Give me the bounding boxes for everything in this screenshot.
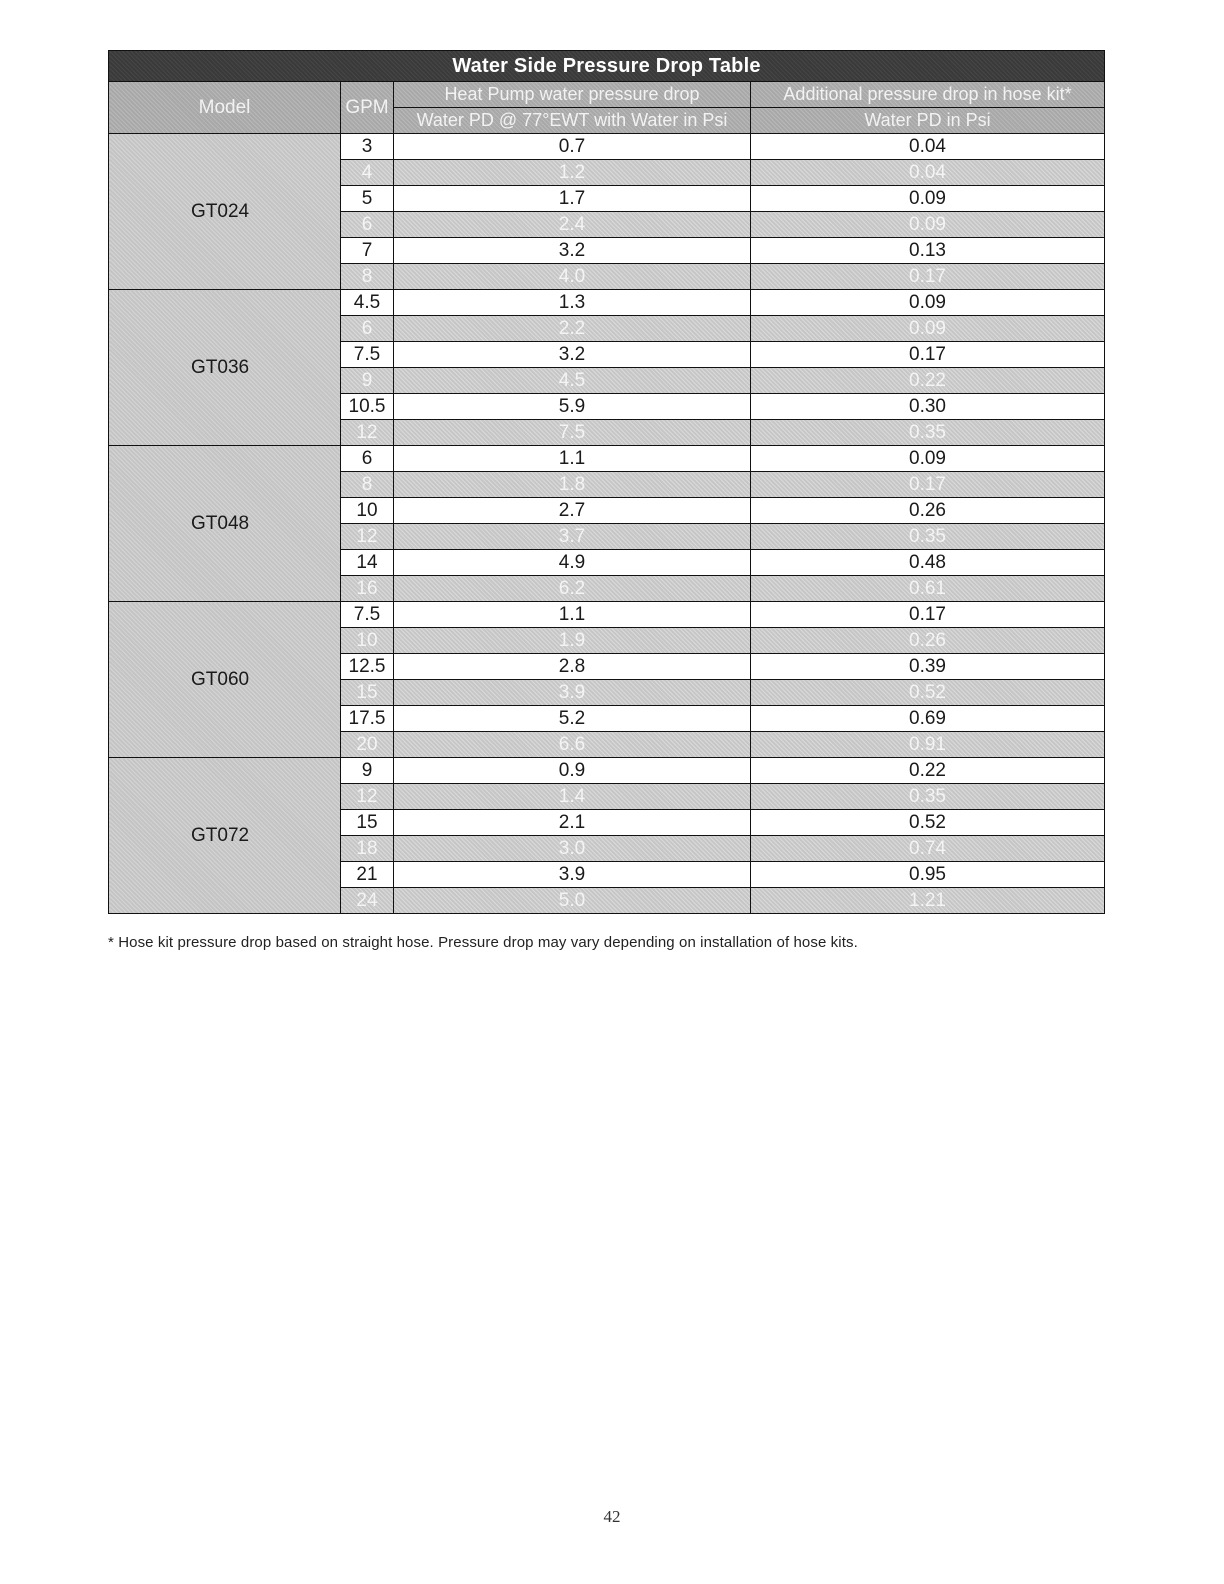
heat-pump-pd-cell: 0.7	[394, 134, 751, 160]
hose-kit-pd-cell: 0.17	[751, 342, 1105, 368]
hose-kit-pd-header: Additional pressure drop in hose kit*	[751, 82, 1105, 108]
hose-kit-pd-cell: 0.22	[751, 758, 1105, 784]
table-body	[109, 134, 1105, 914]
gpm-column-header: GPM	[341, 82, 394, 134]
heat-pump-pd-cell: 1.1	[394, 446, 751, 472]
gpm-cell: 7.5	[341, 342, 394, 368]
gpm-cell: 10	[341, 628, 394, 654]
hose-kit-pd-cell: 0.26	[751, 498, 1105, 524]
footnote: * Hose kit pressure drop based on straight hose. Pressure drop may vary depending on installation of hose kits.	[108, 934, 858, 951]
hose-kit-pd-cell: 0.09	[751, 212, 1105, 238]
model-column-header: Model	[109, 82, 341, 134]
heat-pump-pd-cell: 1.1	[394, 602, 751, 628]
hose-kit-pd-cell: 0.74	[751, 836, 1105, 862]
table-title: Water Side Pressure Drop Table	[109, 51, 1105, 82]
gpm-cell: 12.5	[341, 654, 394, 680]
gpm-cell: 10.5	[341, 394, 394, 420]
heat-pump-pd-cell: 0.9	[394, 758, 751, 784]
pressure-drop-table	[108, 50, 1105, 914]
gpm-cell: 7.5	[341, 602, 394, 628]
hose-kit-pd-cell: 0.52	[751, 810, 1105, 836]
gpm-cell: 4	[341, 160, 394, 186]
gpm-cell: 7	[341, 238, 394, 264]
gpm-cell: 6	[341, 446, 394, 472]
heat-pump-pd-cell: 3.7	[394, 524, 751, 550]
hose-kit-pd-cell: 0.39	[751, 654, 1105, 680]
table-row	[109, 134, 1105, 160]
gpm-cell: 15	[341, 810, 394, 836]
heat-pump-pd-cell: 2.1	[394, 810, 751, 836]
gpm-cell: 8	[341, 264, 394, 290]
hose-kit-pd-cell: 0.26	[751, 628, 1105, 654]
heat-pump-pd-cell: 5.2	[394, 706, 751, 732]
model-cell: GT072	[109, 758, 341, 914]
table-header-row	[109, 82, 1105, 108]
hose-kit-pd-subheader: Water PD in Psi	[751, 108, 1105, 134]
hose-kit-pd-cell: 0.09	[751, 186, 1105, 212]
model-cell: GT024	[109, 134, 341, 290]
heat-pump-pd-cell: 2.7	[394, 498, 751, 524]
gpm-cell: 17.5	[341, 706, 394, 732]
heat-pump-pd-cell: 3.2	[394, 342, 751, 368]
gpm-cell: 14	[341, 550, 394, 576]
hose-kit-pd-cell: 0.09	[751, 290, 1105, 316]
hose-kit-pd-cell: 0.04	[751, 160, 1105, 186]
hose-kit-pd-cell: 0.04	[751, 134, 1105, 160]
hose-kit-pd-cell: 0.09	[751, 446, 1105, 472]
heat-pump-pd-cell: 4.0	[394, 264, 751, 290]
gpm-cell: 3	[341, 134, 394, 160]
hose-kit-pd-cell: 0.35	[751, 420, 1105, 446]
heat-pump-pd-header: Heat Pump water pressure drop	[394, 82, 751, 108]
gpm-cell: 6	[341, 212, 394, 238]
heat-pump-pd-cell: 5.0	[394, 888, 751, 914]
hose-kit-pd-cell: 0.48	[751, 550, 1105, 576]
heat-pump-pd-cell: 1.9	[394, 628, 751, 654]
hose-kit-pd-cell: 0.69	[751, 706, 1105, 732]
heat-pump-pd-subheader: Water PD @ 77°EWT with Water in Psi	[394, 108, 751, 134]
hose-kit-pd-cell: 0.52	[751, 680, 1105, 706]
heat-pump-pd-cell: 5.9	[394, 394, 751, 420]
hose-kit-pd-cell: 1.21	[751, 888, 1105, 914]
gpm-cell: 4.5	[341, 290, 394, 316]
heat-pump-pd-cell: 1.2	[394, 160, 751, 186]
heat-pump-pd-cell: 3.9	[394, 680, 751, 706]
hose-kit-pd-cell: 0.13	[751, 238, 1105, 264]
hose-kit-pd-cell: 0.17	[751, 602, 1105, 628]
hose-kit-pd-cell: 0.91	[751, 732, 1105, 758]
gpm-cell: 5	[341, 186, 394, 212]
gpm-cell: 10	[341, 498, 394, 524]
gpm-cell: 18	[341, 836, 394, 862]
gpm-cell: 12	[341, 420, 394, 446]
gpm-cell: 12	[341, 784, 394, 810]
heat-pump-pd-cell: 4.5	[394, 368, 751, 394]
model-cell: GT060	[109, 602, 341, 758]
table-row	[109, 446, 1105, 472]
table-row	[109, 602, 1105, 628]
hose-kit-pd-cell: 0.17	[751, 264, 1105, 290]
gpm-cell: 24	[341, 888, 394, 914]
gpm-cell: 9	[341, 368, 394, 394]
table-row	[109, 290, 1105, 316]
heat-pump-pd-cell: 6.2	[394, 576, 751, 602]
heat-pump-pd-cell: 1.8	[394, 472, 751, 498]
gpm-cell: 20	[341, 732, 394, 758]
hose-kit-pd-cell: 0.22	[751, 368, 1105, 394]
hose-kit-pd-cell: 0.30	[751, 394, 1105, 420]
gpm-cell: 6	[341, 316, 394, 342]
heat-pump-pd-cell: 2.8	[394, 654, 751, 680]
hose-kit-pd-cell: 0.17	[751, 472, 1105, 498]
heat-pump-pd-cell: 3.2	[394, 238, 751, 264]
model-cell: GT036	[109, 290, 341, 446]
gpm-cell: 15	[341, 680, 394, 706]
heat-pump-pd-cell: 2.4	[394, 212, 751, 238]
hose-kit-pd-cell: 0.61	[751, 576, 1105, 602]
model-cell: GT048	[109, 446, 341, 602]
page-number: 42	[603, 1507, 621, 1526]
gpm-cell: 21	[341, 862, 394, 888]
gpm-cell: 16	[341, 576, 394, 602]
heat-pump-pd-cell: 4.9	[394, 550, 751, 576]
heat-pump-pd-cell: 1.4	[394, 784, 751, 810]
gpm-cell: 12	[341, 524, 394, 550]
hose-kit-pd-cell: 0.35	[751, 784, 1105, 810]
heat-pump-pd-cell: 6.6	[394, 732, 751, 758]
heat-pump-pd-cell: 1.7	[394, 186, 751, 212]
gpm-cell: 9	[341, 758, 394, 784]
heat-pump-pd-cell: 3.9	[394, 862, 751, 888]
heat-pump-pd-cell: 2.2	[394, 316, 751, 342]
hose-kit-pd-cell: 0.95	[751, 862, 1105, 888]
table-title-row	[109, 51, 1105, 82]
table-row	[109, 758, 1105, 784]
heat-pump-pd-cell: 7.5	[394, 420, 751, 446]
heat-pump-pd-cell: 1.3	[394, 290, 751, 316]
hose-kit-pd-cell: 0.35	[751, 524, 1105, 550]
gpm-cell: 8	[341, 472, 394, 498]
heat-pump-pd-cell: 3.0	[394, 836, 751, 862]
hose-kit-pd-cell: 0.09	[751, 316, 1105, 342]
